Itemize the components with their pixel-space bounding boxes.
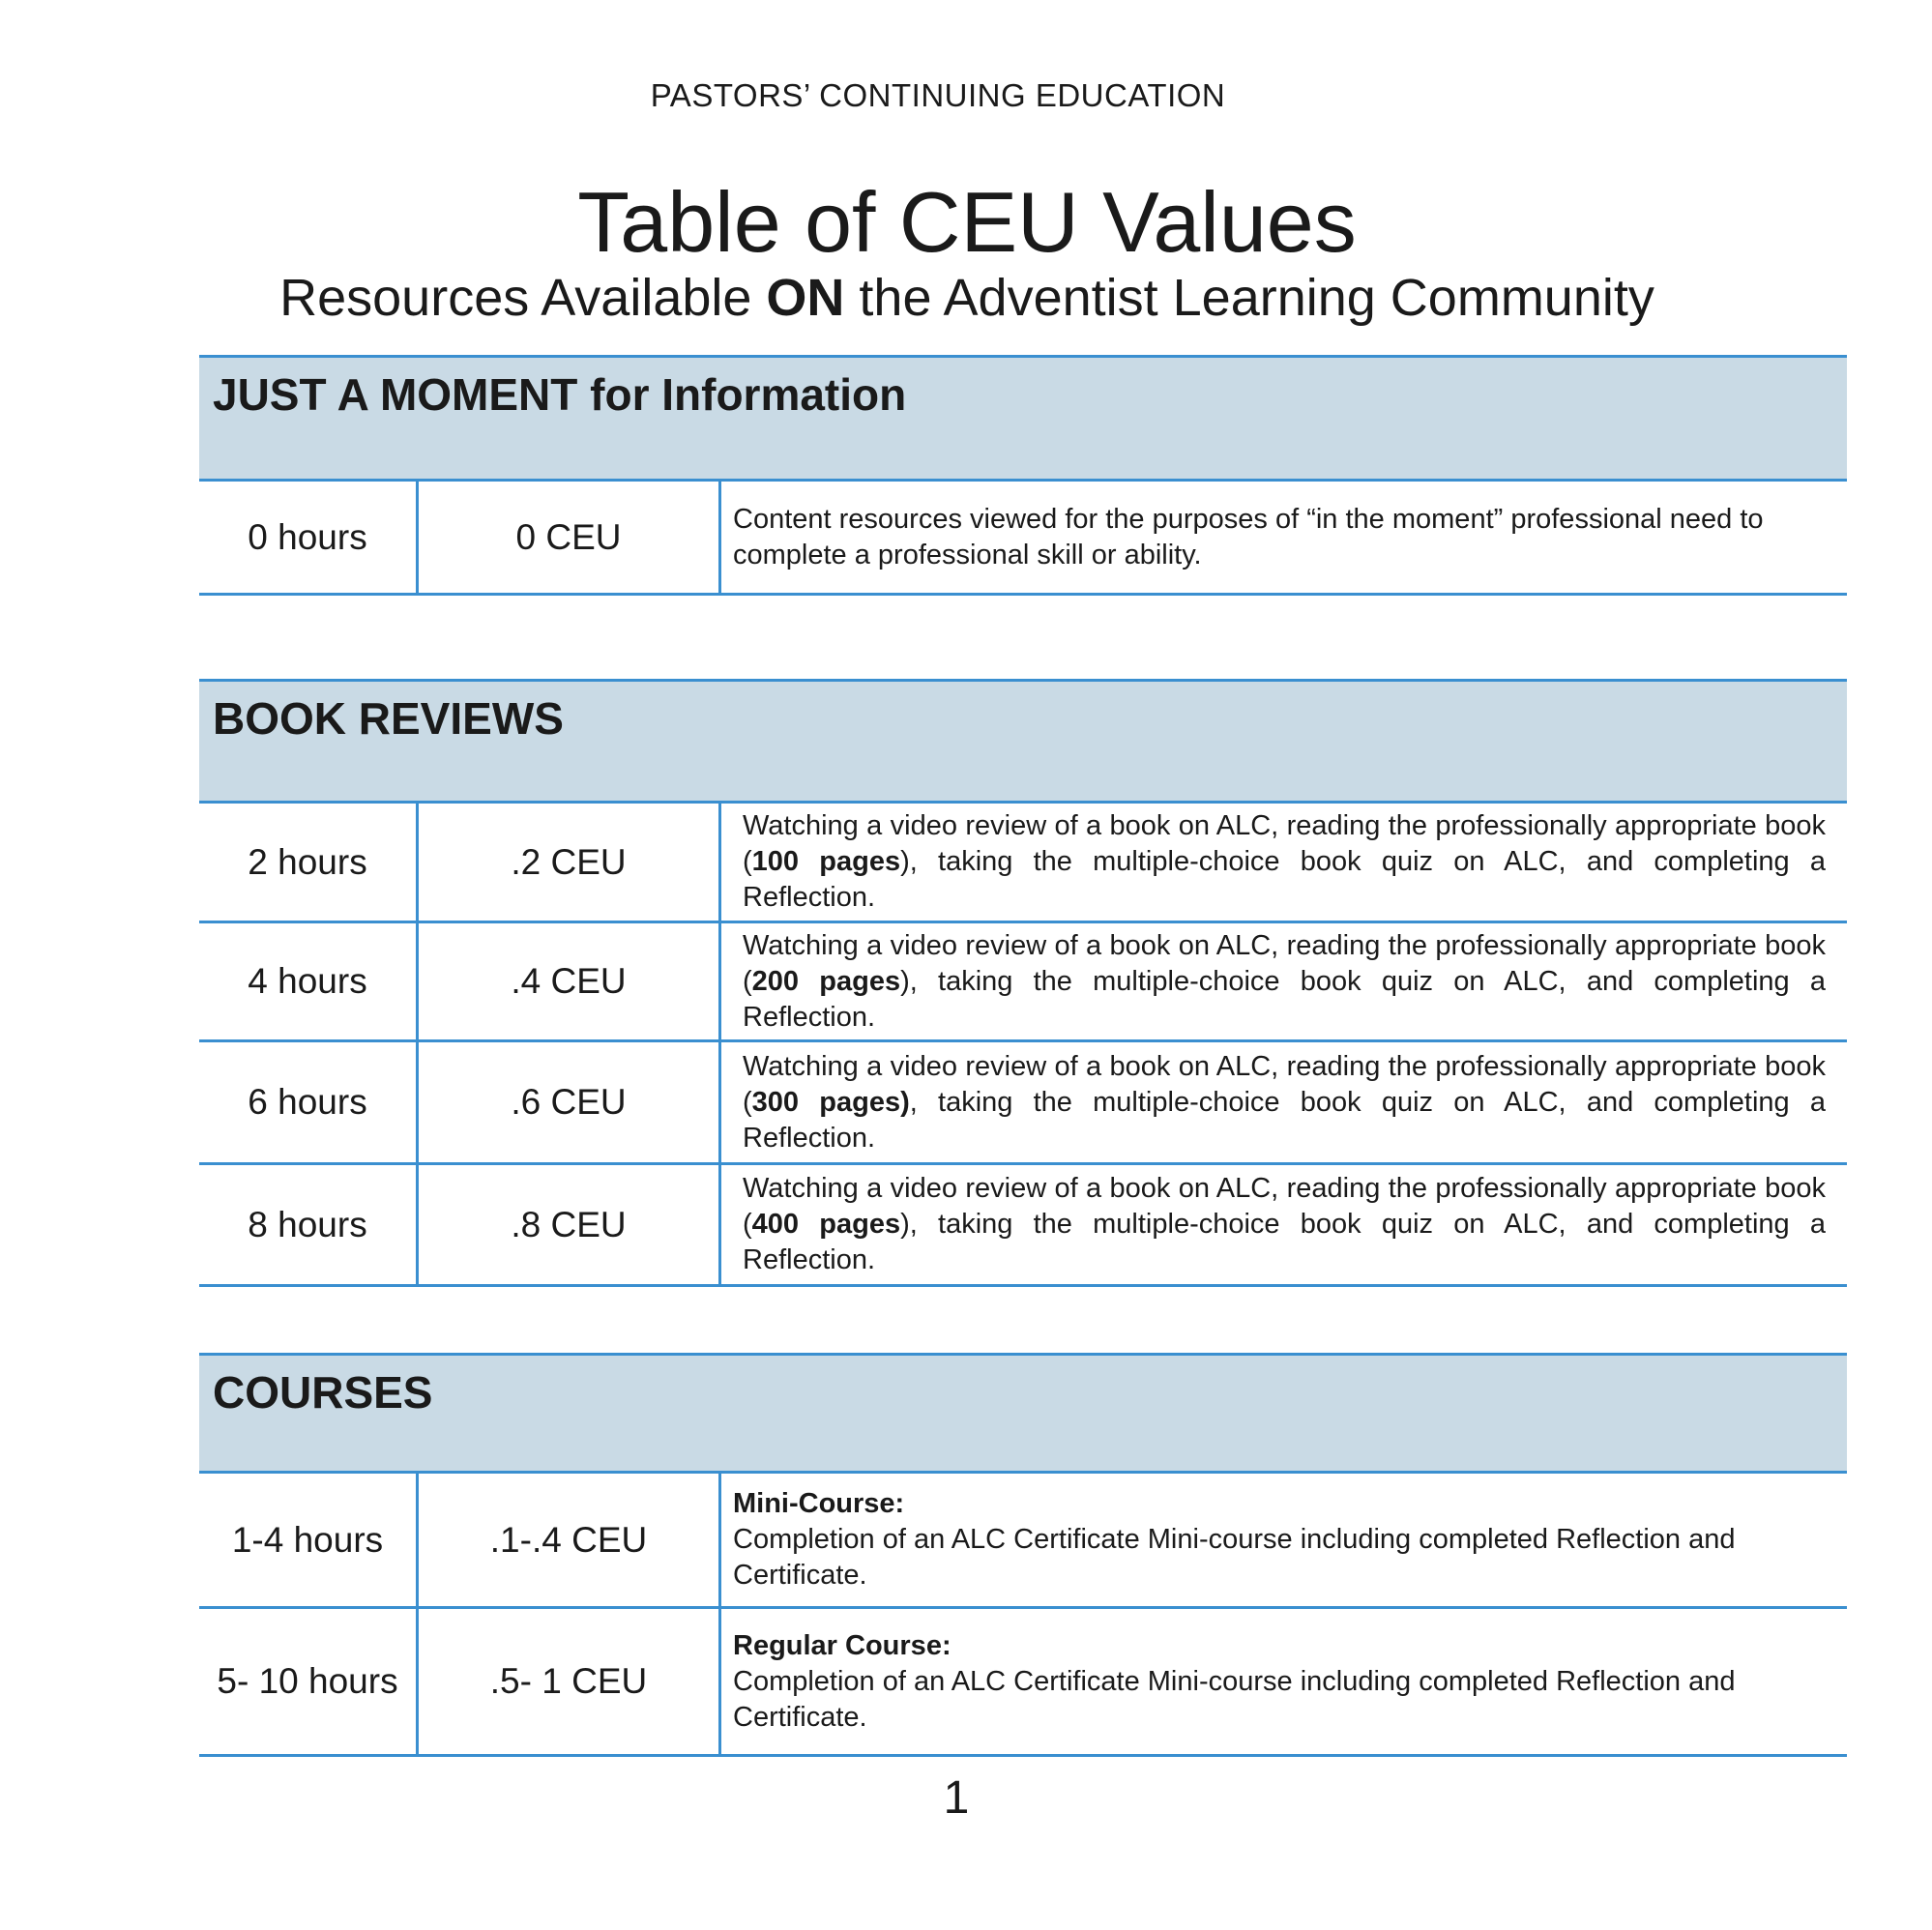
description-text: [743, 1049, 1826, 1156]
ceu-cell: .8 CEU: [419, 1165, 721, 1284]
hours-cell: 6 hours: [199, 1042, 419, 1162]
hours-cell: 1-4 hours: [199, 1474, 419, 1606]
description-post: ), taking the multiple-choice book quiz on ALC, and completing a Reflection.: [743, 846, 1826, 913]
hours-cell: 0 hours: [199, 482, 419, 593]
table-row: [199, 1609, 1847, 1757]
course-type-label: Regular Course:: [733, 1629, 951, 1661]
section-header: BOOK REVIEWS: [199, 679, 1847, 804]
subtitle-post: the Adventist Learning Community: [844, 269, 1654, 327]
description-pre: Watching a video review of a book on ALC, reading the professionally appropriate book (: [743, 929, 1826, 997]
ceu-cell: .6 CEU: [419, 1042, 721, 1162]
document-header-label: PASTORS’ CONTINUING EDUCATION: [650, 77, 1226, 113]
ceu-cell: 0 CEU: [419, 482, 721, 593]
section-book-reviews: [199, 679, 1847, 1287]
description-bold: 400 pages: [751, 1209, 901, 1240]
description-text: [743, 1171, 1826, 1278]
section-courses: [199, 1353, 1847, 1757]
subtitle-pre: Resources Available: [279, 269, 767, 327]
description-cell: [721, 1474, 1847, 1606]
hours-cell: 2 hours: [199, 804, 419, 921]
description-cell: [721, 804, 1847, 921]
description-text: [743, 928, 1826, 1036]
table-row: [199, 804, 1847, 923]
ceu-cell: .5- 1 CEU: [419, 1609, 721, 1754]
hours-cell: 5- 10 hours: [199, 1609, 419, 1754]
table-row: [199, 923, 1847, 1042]
section-header: JUST A MOMENT for Information: [199, 355, 1847, 482]
description-cell: Content resources viewed for the purposes of “in the moment” professional need to complete a professional skill or ability.: [733, 503, 1764, 570]
description-cell: [721, 923, 1847, 1039]
description-bold: 300 pages): [751, 1086, 910, 1118]
hours-cell: 4 hours: [199, 923, 419, 1039]
course-description: Completion of an ALC Certificate Mini-course including completed Reflection and Certificate.: [733, 1665, 1736, 1733]
section-header: COURSES: [199, 1353, 1847, 1474]
table-row: [199, 1042, 1847, 1165]
description-post: ), taking the multiple-choice book quiz on ALC, and completing a Reflection.: [743, 965, 1826, 1033]
subtitle-bold: ON: [766, 269, 845, 327]
ceu-cell: .2 CEU: [419, 804, 721, 921]
description-pre: Watching a video review of a book on ALC, reading the professionally appropriate book (: [743, 1173, 1826, 1240]
course-description: Completion of an ALC Certificate Mini-course including completed Reflection and Certificate.: [733, 1524, 1736, 1591]
table-row: [199, 1474, 1847, 1609]
page-number: 1: [943, 1772, 970, 1824]
description-text: [743, 808, 1826, 916]
description-bold: 200 pages: [751, 965, 901, 997]
description-cell: [721, 1042, 1847, 1162]
course-type-label: Mini-Course:: [733, 1488, 905, 1519]
description-post: , taking the multiple-choice book quiz on ALC, and completing a Reflection.: [743, 1086, 1826, 1154]
table-row: [199, 1165, 1847, 1287]
description-pre: Watching a video review of a book on ALC, reading the professionally appropriate book (: [743, 1050, 1826, 1118]
description-post: ), taking the multiple-choice book quiz on ALC, and completing a Reflection.: [743, 1209, 1826, 1275]
hours-cell: 8 hours: [199, 1165, 419, 1284]
description-cell: [721, 1165, 1847, 1284]
ceu-cell: .4 CEU: [419, 923, 721, 1039]
page-subtitle: [0, 264, 1932, 332]
description-pre: Watching a video review of a book on ALC, reading the professionally appropriate book (: [743, 810, 1826, 877]
ceu-cell: .1-.4 CEU: [419, 1474, 721, 1606]
page-title: Table of CEU Values: [577, 174, 1357, 270]
table-row: [199, 482, 1847, 596]
section-just-a-moment: [199, 355, 1847, 596]
description-cell: [721, 1609, 1847, 1754]
description-bold: 100 pages: [751, 846, 901, 877]
